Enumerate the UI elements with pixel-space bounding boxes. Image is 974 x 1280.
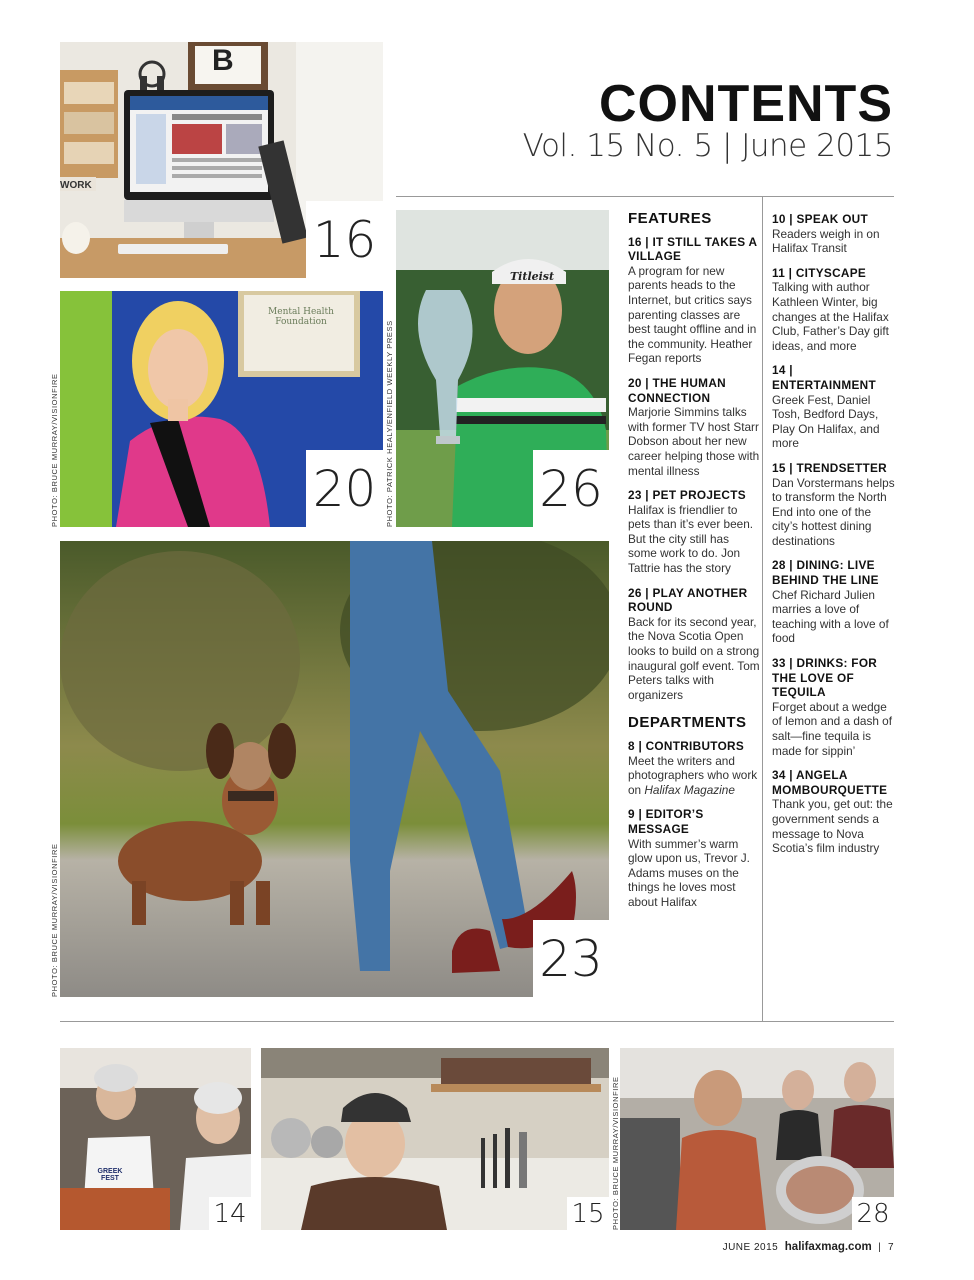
entry-description: Readers weigh in on Halifax Transit — [772, 226, 880, 256]
toc-entry[interactable] — [628, 586, 760, 703]
magazine-name: Halifax Magazine — [644, 782, 735, 797]
toc-entry[interactable] — [772, 558, 896, 646]
wall-text: WORK — [60, 180, 92, 191]
page-number-badge — [567, 1197, 609, 1230]
page-number-badge — [533, 920, 609, 997]
frame-letter: B — [212, 44, 234, 77]
features-heading: FEATURES — [628, 210, 712, 227]
entry-title[interactable]: 20 | THE HUMAN CONNECTION — [628, 375, 726, 405]
entry-title[interactable]: 26 | PLAY ANOTHER ROUND — [628, 585, 748, 615]
photo-credit: PHOTO: BRUCE MURRAY/VISIONFIRE — [50, 843, 59, 997]
page-number-badge — [852, 1197, 894, 1230]
toc-entry[interactable] — [628, 739, 760, 797]
page-number: 16 — [312, 210, 377, 269]
entry-title[interactable]: 11 | CITYSCAPE — [772, 265, 867, 280]
page-number: 26 — [539, 459, 603, 518]
toc-entry[interactable] — [628, 235, 760, 366]
footer-separator: | — [878, 1242, 882, 1253]
toc-entry[interactable] — [772, 266, 896, 354]
entry-description: Forget about a wedge of lemon and a dash of salt—fine tequila is made for sippin’ — [772, 699, 893, 758]
page-number-badge — [209, 1197, 251, 1230]
toc-entry[interactable] — [772, 656, 896, 758]
page-number: 15 — [571, 1198, 605, 1229]
sign-text: Mental Health Foundation — [268, 307, 334, 327]
photo-dachshund — [60, 541, 609, 997]
photo-chef-kitchen — [261, 1048, 609, 1230]
entry-description: Talking with author Kathleen Winter, big changes at the Halifax Club, Father’s Day gift ideas, and more — [772, 280, 889, 353]
footer-site[interactable]: halifaxmag.com — [784, 1241, 872, 1253]
issue-line: Vol. 15 No. 5 | June 2015 — [522, 128, 893, 164]
entry-description: With summer’s warm glow upon us, Trevor J. Adams muses on the things he loves most about Halifax — [628, 836, 750, 909]
entry-description: Halifax is friendlier to pets than it’s ever been. But the city still has some work to do. Jon Tattrie has the story — [628, 502, 754, 576]
entry-title[interactable]: 28 | DINING: LIVE BEHIND THE LINE — [772, 558, 879, 588]
photo-credit: PHOTO: BRUCE MURRAY/VISIONFIRE — [50, 373, 59, 527]
page-number-badge — [533, 450, 609, 527]
apron-text: GREEK FEST — [97, 1168, 123, 1182]
entry-description: Back for its second year, the Nova Scotia Open looks to build on a strong inaugural golf event. Tom Peters talks with organizers — [628, 614, 760, 702]
entry-title[interactable]: 34 | ANGELA MOMBOURQUETTE — [772, 768, 888, 797]
toc-entry[interactable] — [628, 488, 760, 576]
cap-logo: Titleist — [510, 270, 555, 283]
footer-month: JUNE 2015 — [722, 1242, 779, 1253]
entry-title[interactable]: 23 | PET PROJECTS — [628, 488, 746, 503]
entry-title[interactable]: 9 | EDITOR’S MESSAGE — [628, 807, 704, 836]
entry-description: Greek Fest, Daniel Tosh, Bedford Days, Play On Halifax, and more — [772, 392, 880, 451]
entry-title[interactable]: 8 | CONTRIBUTORS — [628, 739, 745, 753]
page-number: 23 — [539, 929, 603, 988]
entry-title[interactable]: 33 | DRINKS: FOR THE LOVE OF TEQUILA — [772, 656, 878, 700]
page-number: 14 — [213, 1198, 247, 1229]
toc-entry[interactable] — [628, 807, 760, 909]
entry-description: A program for new parents heads to the Internet, but critics says parenting classes are best taught offline and in the community. Heather Fegan reports — [628, 263, 757, 366]
entry-title[interactable]: 10 | SPEAK OUT — [772, 212, 869, 226]
page-number-badge — [306, 450, 383, 527]
dog-illustration — [60, 541, 609, 997]
entry-description — [628, 754, 760, 798]
bottom-rule — [60, 1021, 894, 1022]
photo-credit: PHOTO: PATRICK HEALY/ENFIELD WEEKLY PRESS — [385, 320, 394, 527]
page-footer — [723, 1241, 894, 1253]
toc-entry[interactable] — [628, 376, 760, 478]
entry-title[interactable]: 16 | IT STILL TAKES A VILLAGE — [628, 234, 757, 264]
entry-description: Dan Vorstermans helps to transform the North End into one of the city’s hottest dining destinations — [772, 475, 895, 548]
entry-title[interactable]: 14 | ENTERTAINMENT — [772, 363, 876, 392]
page-number: 28 — [856, 1198, 890, 1229]
departments-heading: DEPARTMENTS — [628, 714, 747, 732]
sidebar-column — [772, 212, 896, 866]
page-number-badge — [306, 201, 383, 278]
header-rule — [396, 196, 894, 197]
photo-credit: PHOTO: BRUCE MURRAY/VISIONFIRE — [611, 1076, 620, 1230]
page-title: CONTENTS — [599, 75, 893, 133]
chef-illustration — [261, 1048, 609, 1230]
entry-title[interactable]: 15 | TRENDSETTER — [772, 460, 887, 475]
entry-description-text: Meet the writers and photographers who work on — [628, 753, 758, 797]
features-column — [628, 212, 760, 920]
entry-description: Thank you, get out: the government sends a message to Nova Scotia’s film industry — [772, 797, 893, 856]
toc-entry[interactable] — [772, 768, 896, 856]
toc-entry[interactable] — [772, 363, 896, 451]
toc-entry[interactable] — [772, 212, 896, 256]
entry-description: Chef Richard Julien marries a love of teaching with a love of food — [772, 587, 889, 646]
footer-page-number: 7 — [887, 1242, 894, 1253]
page-number: 20 — [312, 459, 377, 518]
entry-description: Marjorie Simmins talks with former TV host Starr Dobson about her new career helping those with mental illness — [628, 405, 760, 478]
toc-entry[interactable] — [772, 461, 896, 549]
column-divider — [762, 197, 763, 1021]
